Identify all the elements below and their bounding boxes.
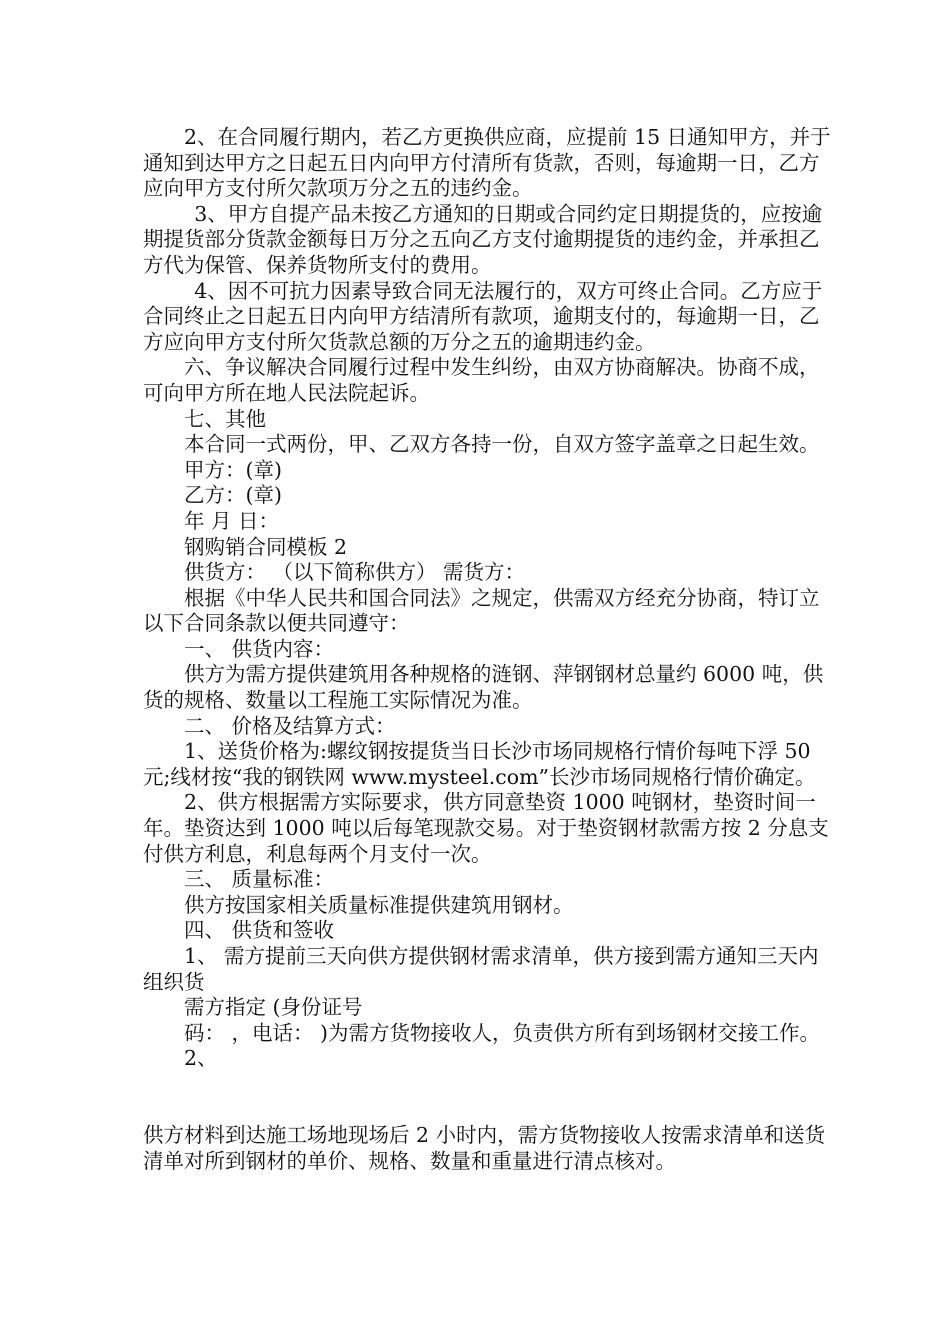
paragraph-preamble: 根据《中华人民共和国合同法》之规定，供需双方经充分协商，特订立以下合同条款以便共同遵守： (143, 585, 820, 636)
paragraph-signoff-1: 1、 需方提前三天向供方提供钢材需求清单，供方接到需方通知三天内组织货 (143, 944, 819, 994)
parties-line: 供货方： （以下简称供方） 需货方： (184, 560, 526, 585)
paragraph-price-2: 2、供方根据需方实际要求，供方同意垫资 1000 吨钢材，垫资时间一年。垫资达到 1000 吨以后每笔现款交易。对于垫资钢材款需方按 2 分息支付供方利息，利息每两个月支付一次。 (143, 790, 829, 866)
heading-price-settlement: 二、 价格及结算方式： (184, 713, 396, 738)
document-body (143, 125, 833, 1174)
paragraph-receiver-details: 码： ，电话： )为需方货物接收人，负责供方所有到场钢材交接工作。 (184, 1020, 821, 1045)
signature-party-a: 甲方：(章) (184, 457, 282, 482)
paragraph-supply-content: 供方为需方提供建筑用各种规格的涟钢、萍钢钢材总量约 6000 吨，供货的规格、数量以工程施工实际情况为准。 (143, 662, 824, 713)
paragraph-price-1: 1、送货价格为:螺纹钢按提货当日长沙市场同规格行情价每吨下浮 50 元;线材按“我的钢铁网 www.mysteel.com”长沙市场同规格行情价确定。 (143, 739, 816, 789)
heading-other: 七、其他 (184, 406, 266, 431)
paragraph-copies: 本合同一式两份，甲、乙双方各持一份，自双方签字盖章之日起生效。 (184, 432, 820, 457)
paragraph-clause-4: 4、因不可抗力因素导致合同无法履行的，双方可终止合同。乙方应于合同终止之日起五日内向甲方结清所有款项，逾期支付的，每逾期一日，乙方应向甲方支付所欠货款总额的万分之五的逾期违约金。 (143, 278, 823, 354)
paragraph-signoff-2: 供方材料到达施工场地现场后 2 小时内，需方货物接收人按需求清单和送货清单对所到钢材的单价、规格、数量和重量进行清点核对。 (143, 1122, 826, 1173)
paragraph-clause-3: 3、甲方自提产品未按乙方通知的日期或合同约定日期提货的，应按逾期提货部分货款金额每日万分之五向乙方支付逾期提货的违约金，并承担乙方代为保管、保养货物所支付的费用。 (143, 201, 823, 277)
signature-date: 年 月 日： (184, 508, 280, 533)
template-title: 钢购销合同模板 2 (184, 534, 348, 559)
paragraph-gap (143, 1072, 833, 1123)
paragraph-designated-receiver: 需方指定 (身份证号 (184, 995, 363, 1020)
paragraph-dispute-resolution: 六、争议解决合同履行过程中发生纠纷，由双方协商解决。协商不成，可向甲方所在地人民法院起诉。 (143, 355, 820, 405)
heading-quality-standard: 三、 质量标准： (184, 867, 335, 892)
paragraph-signoff-2-label: 2、 (184, 1046, 218, 1071)
paragraph-quality-standard: 供方按国家相关质量标准提供建筑用钢材。 (184, 892, 574, 917)
heading-supply-content: 一、 供货内容： (184, 636, 335, 661)
paragraph-clause-2: 2、在合同履行期内，若乙方更换供应商，应提前 15 日通知甲方，并于通知到达甲方之日起五日内向甲方付清所有货款，否则，每逾期一日，乙方应向甲方支付所欠款项万分之五的违约金。 (143, 125, 831, 201)
signature-party-b: 乙方：(章) (184, 483, 282, 508)
heading-supply-signoff: 四、 供货和签收 (184, 918, 335, 943)
